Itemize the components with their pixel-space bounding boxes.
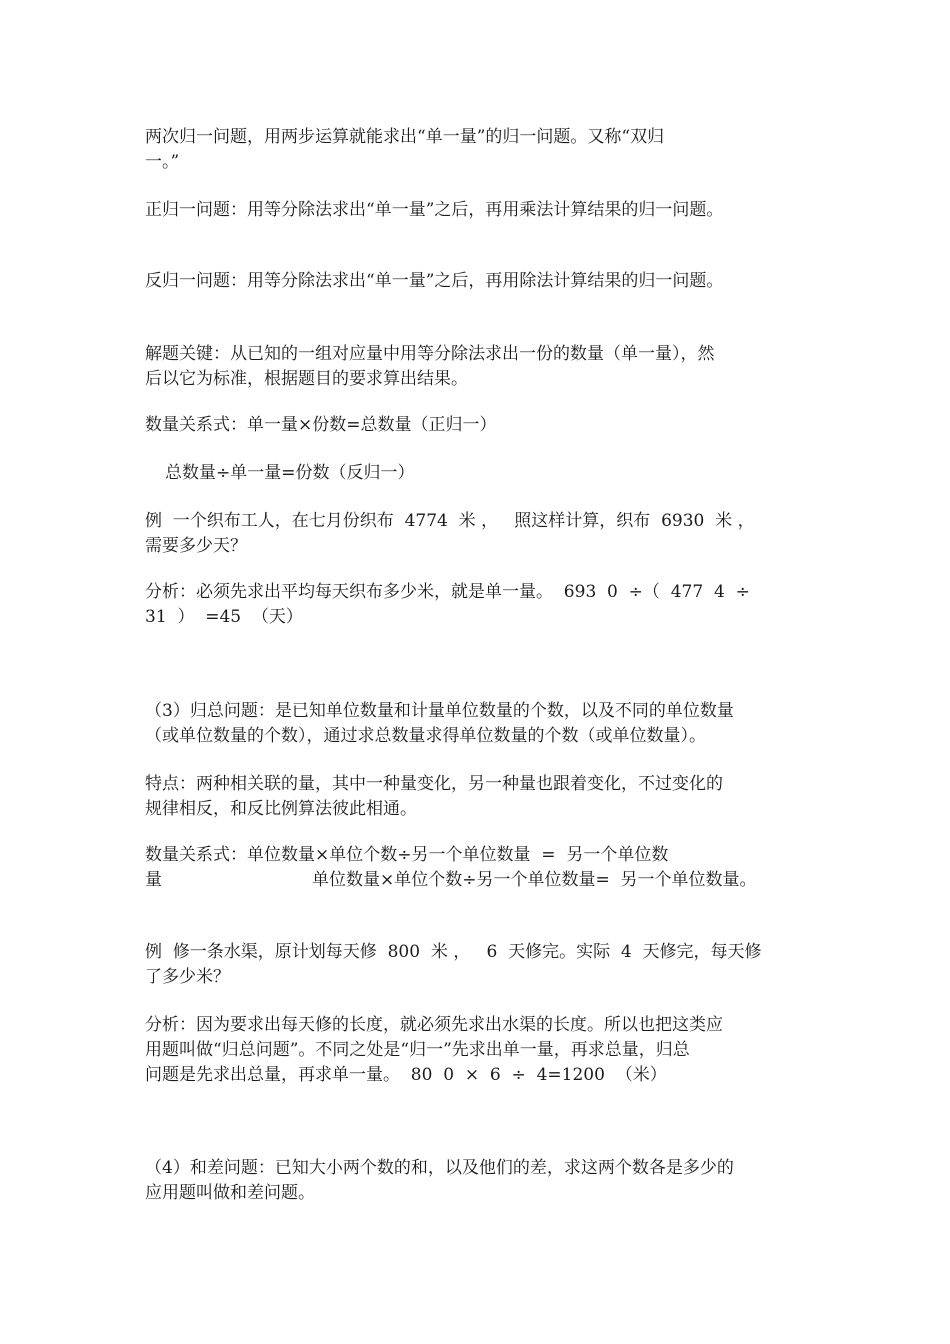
text-line: 解题关键：从已知的一组对应量中用等分除法求出一份的数量（单一量），然 [145, 344, 715, 364]
paragraph-formula-totalization [145, 843, 815, 893]
paragraph-direct-unitary [145, 198, 815, 223]
text-line: 了多少米？ [145, 967, 230, 987]
text-line: 分析：必须先求出平均每天织布多少米，就是单一量。 693 0 ÷（ 477 4 ÷ [145, 582, 750, 602]
paragraph-double-unitary [145, 125, 815, 175]
text-line: 一。” [145, 152, 180, 172]
text-line: 正归一问题：用等分除法求出“单一量”之后，再用乘法计算结果的归一问题。 [145, 200, 724, 220]
paragraph-analysis-canal [145, 1013, 815, 1088]
text-line: （4）和差问题：已知大小两个数的和，以及他们的差，求这两个数各是多少的 [145, 1158, 734, 1178]
text-line: 问题是先求出总量，再求单一量。 80 0 × 6 ÷ 4=1200 （米） [145, 1065, 667, 1085]
text-line: 例 一个织布工人，在七月份织布 4774 米 ， 照这样计算，织布 6930 米 ， [145, 511, 755, 531]
paragraph-totalization-problem [145, 699, 815, 749]
text-fragment: 量 [145, 870, 162, 890]
paragraph-analysis-weaver [145, 580, 815, 630]
text-fragment: 单位数量×单位个数÷另一个单位数量= 另一个单位数量。 [312, 870, 757, 890]
text-line: 反归一问题：用等分除法求出“单一量”之后，再用除法计算结果的归一问题。 [145, 271, 724, 291]
text-line: 特点：两种相关联的量，其中一种量变化，另一种量也跟着变化，不过变化的 [145, 774, 723, 794]
text-line: 需要多少天？ [145, 536, 247, 556]
paragraph-characteristics [145, 772, 815, 822]
text-line: 用题叫做“归总问题”。不同之处是“归一”先求出单一量，再求总量，归总 [145, 1040, 690, 1060]
text-line: 31 ） =45 （天） [145, 607, 303, 627]
text-line: 后以它为标准，根据题目的要求算出结果。 [145, 369, 468, 389]
text-line: （或单位数量的个数），通过求总数量求得单位数量的个数（或单位数量）。 [145, 726, 706, 746]
text-line: 总数量÷单一量=份数（反归一） [165, 463, 415, 483]
text-line: 应用题叫做和差问题。 [145, 1183, 315, 1203]
text-line: 规律相反，和反比例算法彼此相通。 [145, 799, 417, 819]
text-line: 例 修一条水渠，原计划每天修 800 米 ， 6 天修完。实际 4 天修完，每天修 [145, 942, 762, 962]
paragraph-sum-difference-problem [145, 1156, 815, 1206]
text-line: 数量关系式：单一量×份数=总数量（正归一） [145, 415, 497, 435]
text-line-split [145, 868, 815, 893]
text-line: 数量关系式：单位数量×单位个数÷另一个单位数量 = 另一个单位数 [145, 845, 669, 865]
paragraph-formula-inverse [145, 461, 815, 486]
paragraph-formula [145, 413, 815, 438]
paragraph-inverse-unitary [145, 269, 815, 294]
paragraph-example-weaver [145, 509, 815, 559]
paragraph-key-points [145, 342, 815, 392]
text-line: 两次归一问题，用两步运算就能求出“单一量”的归一问题。又称“双归 [145, 127, 665, 147]
paragraph-example-canal [145, 940, 815, 990]
text-line: （3）归总问题：是已知单位数量和计量单位数量的个数，以及不同的单位数量 [145, 701, 734, 721]
text-line: 分析：因为要求出每天修的长度，就必须先求出水渠的长度。所以也把这类应 [145, 1015, 723, 1035]
